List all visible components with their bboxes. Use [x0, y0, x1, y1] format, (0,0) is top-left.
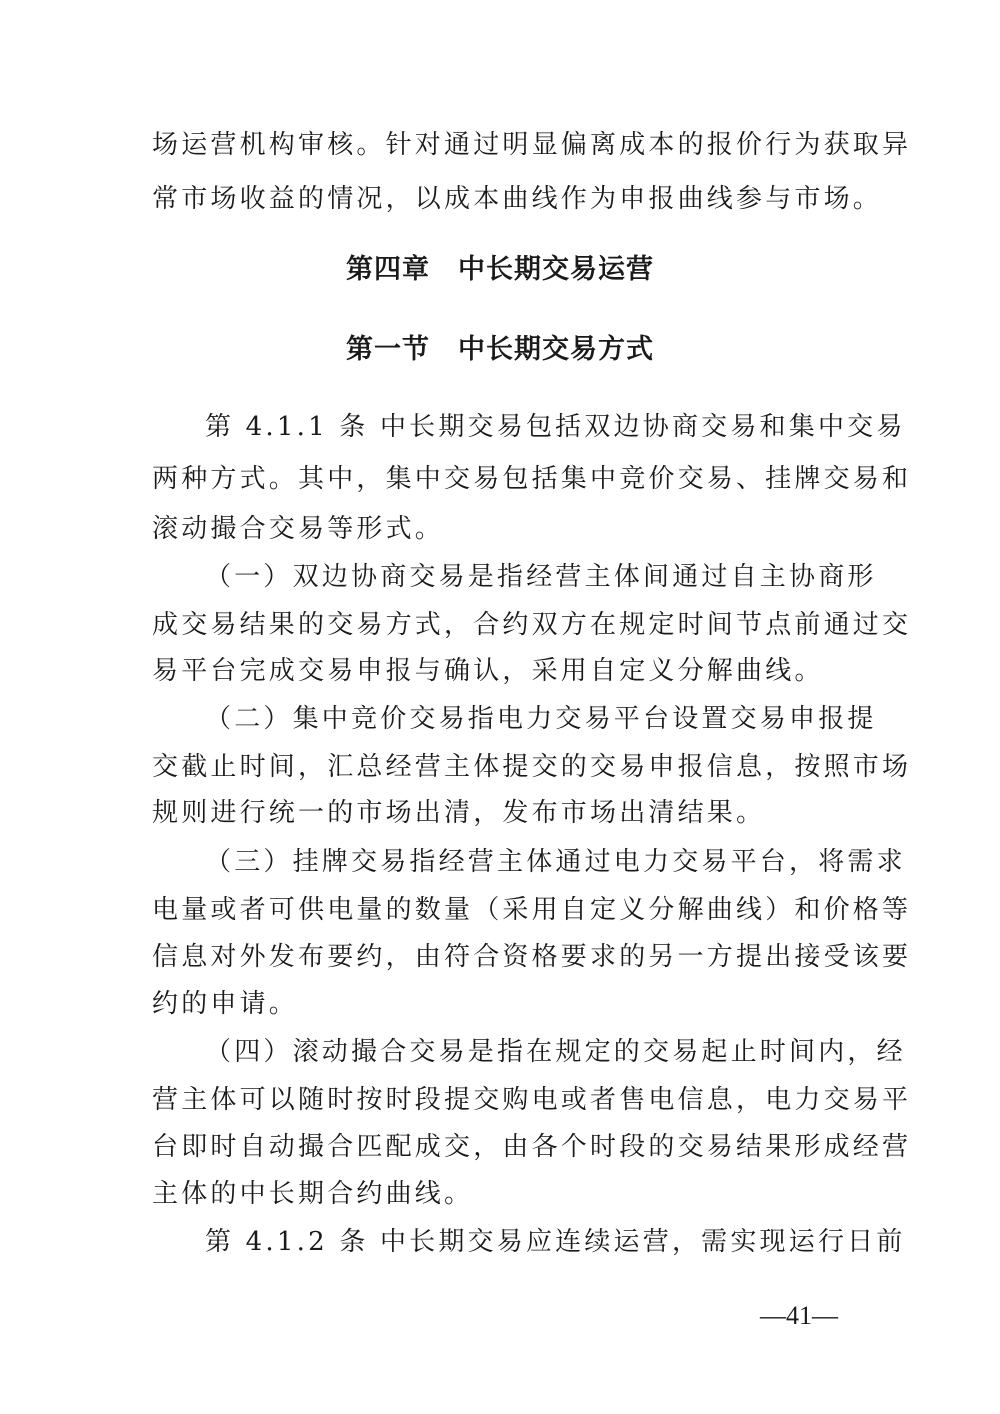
text-line: 主体的中长期合约曲线。	[152, 1179, 474, 1209]
text-line: 信息对外发布要约，由符合资格要求的另一方提出接受该要	[152, 942, 912, 972]
text-line: 易平台完成交易申报与确认，采用自定义分解曲线。	[152, 656, 824, 686]
text-line: 场运营机构审核。针对通过明显偏离成本的报价行为获取异	[152, 130, 912, 160]
text-line: （三）挂牌交易指经营主体通过电力交易平台，将需求	[205, 847, 906, 877]
text-line: 滚动撮合交易等形式。	[152, 514, 445, 544]
text-line: 第 4.1.1 条 中长期交易包括双边协商交易和集中交易	[205, 412, 906, 442]
section-title: 第一节 中长期交易方式	[346, 334, 654, 365]
text-line: 营主体可以随时按时段提交购电或者售电信息，电力交易平	[152, 1085, 912, 1115]
text-line: 成交易结果的交易方式，合约双方在规定时间节点前通过交	[152, 610, 912, 640]
chapter-title: 第四章 中长期交易运营	[346, 254, 654, 285]
text-line: （四）滚动撮合交易是指在规定的交易起止时间内，经	[205, 1037, 906, 1067]
page-number: —41—	[760, 1301, 838, 1330]
text-line: 约的申请。	[152, 989, 299, 1019]
text-line: 常市场收益的情况，以成本曲线作为申报曲线参与市场。	[152, 184, 883, 214]
text-line: （二）集中竞价交易指电力交易平台设置交易申报提	[205, 704, 877, 734]
text-line: 两种方式。其中，集中交易包括集中竞价交易、挂牌交易和	[152, 464, 912, 494]
text-line: 电量或者可供电量的数量（采用自定义分解曲线）和价格等	[152, 895, 912, 925]
text-line: 台即时自动撮合匹配成交，由各个时段的交易结果形成经营	[152, 1132, 912, 1162]
text-line: 第 4.1.2 条 中长期交易应连续运营，需实现运行日前	[205, 1227, 906, 1257]
text-line: （一）双边协商交易是指经营主体间通过自主协商形	[205, 562, 877, 592]
text-line: 交截止时间，汇总经营主体提交的交易申报信息，按照市场	[152, 752, 912, 782]
text-line: 规则进行统一的市场出清，发布市场出清结果。	[152, 798, 766, 828]
